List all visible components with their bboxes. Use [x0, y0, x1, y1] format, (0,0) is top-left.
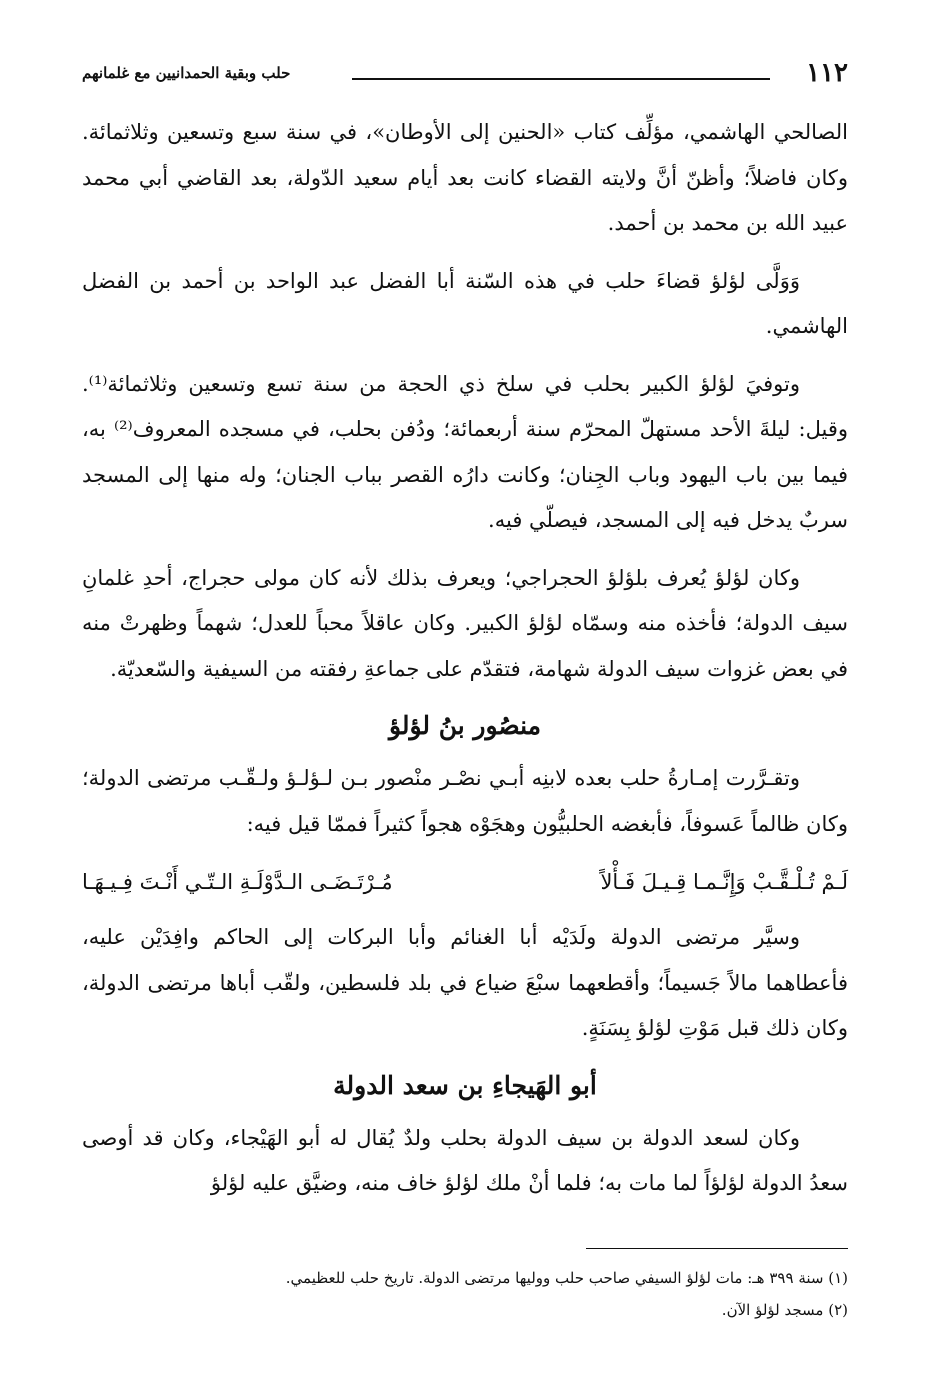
- footnote: (١) سنة ٣٩٩ هـ: مات لؤلؤ السيفي صاحب حلب ووليها مرتضى الدولة. تاريخ حلب للعظيمي.: [285, 1269, 848, 1287]
- paragraph: وسيَّر مرتضى الدولة ولَدَيْه أبا الغنائم وأبا البركات إلى الحاكم وافِدَيْن عليه، فأعطاهما مالاً جَسيماً؛ وأقطعهما سبْعَ ضياع في بلد فلسطين، ولقّب أباها مرتضى الدولة، وكان ذلك قبل مَوْتِ لؤلؤ بِسَنَةٍ.: [82, 925, 848, 1040]
- paragraph: وَوَلَّى لؤلؤ قضاءَ حلب في هذه السّنة أبا الفضل عبد الواحد بن أحمد بن الفضل الهاشمي.: [82, 268, 848, 338]
- paragraph: الصالحي الهاشمي، مؤلِّف كتاب «الحنين إلى الأوطان»، في سنة سبع وتسعين وثلاثمائة. وكان فاضلاً؛ وأظنّ أنَّ ولايته القضاء كانت بعد أيام سعيد الدّولة، بعد القاضي أبي محمد عبيد الله بن محمد بن أحمد.: [82, 120, 848, 235]
- footnotes: [82, 1262, 848, 1326]
- section-heading-abu-al-hayja: أبو الهَيجاءِ بن سعد الدولة: [333, 1070, 597, 1100]
- paragraph: وكان لؤلؤ يُعرف بلؤلؤ الحجراجي؛ ويعرف بذلك لأنه كان مولى حجراج، أحدِ غلمانِ سيف الدولة؛ فأخذه منه وسمّاه لؤلؤ الكبير. وكان عاقلاً محباً للعدل؛ شهماً وظهرتْ منه في بعض غزوات سيف الدولة شهامة، فتقدّم على جماعةِ رفقته من السيفية والسّعديّة.: [82, 565, 848, 681]
- page-number: ١١٢: [806, 58, 848, 88]
- verse-line: [82, 859, 848, 905]
- page-body: [82, 110, 848, 1219]
- paragraph: وتوفيَ لؤلؤ الكبير بحلب في سلخ ذي الحجة من سنة تسع وتسعين وثلاثمائة⁽¹⁾. وقيل: ليلةَ الأحد مستهلّ المحرّم سنة أربعمائة؛ ودُفن بحلب، في مسجده المعروف⁽²⁾ به، فيما بين باب اليهود وباب الجِنان؛ وكانت دارُه القصر بباب الجنان؛ وله منها إلى المسجد سربٌ يدخل فيه إلى المسجد، فيصلّي فيه.: [82, 371, 849, 532]
- running-title: حلب وبقية الحمدانيين مع غلمانهم: [82, 64, 291, 82]
- verse-hemistich-second: مُـرْتَـضَـى الـدَّوْلَـةِ الـتّـي أَنْـتَ فِـيـهَـا: [82, 870, 393, 894]
- footnote: (٢) مسجد لؤلؤ الآن.: [721, 1301, 848, 1319]
- paragraph: وتقـرَّرت إمـارةُ حلب بعده لابنِه أبـي نصْـر منْصور بـن لـؤلـؤ ولـقّـب مرتضى الدولة؛ وكان ظالماً عَسوفاً، فأبغضه الحلبيُّون وهجَوْه هجواً كثيراً فممّا قيل فيه:: [82, 766, 848, 836]
- section-heading-mansur: منصُور بنُ لؤلؤ: [388, 711, 542, 740]
- page-header: [82, 56, 848, 90]
- header-rule: [352, 78, 770, 80]
- verse-hemistich-first: لَـمْ تُـلْـقَّـبْ وَإِنَّـمـا قِـيـلَ فَـأْلاً: [600, 870, 848, 894]
- footnote-rule: [586, 1248, 848, 1249]
- paragraph: وكان لسعد الدولة بن سيف الدولة بحلب ولدٌ يُقال له أبو الهَيْجاء، وكان قد أوصى سعدُ الدولة لؤلؤاً لما مات به؛ فلما أنْ ملك لؤلؤ خاف منه، وضيَّق عليه لؤلؤ: [82, 1125, 848, 1195]
